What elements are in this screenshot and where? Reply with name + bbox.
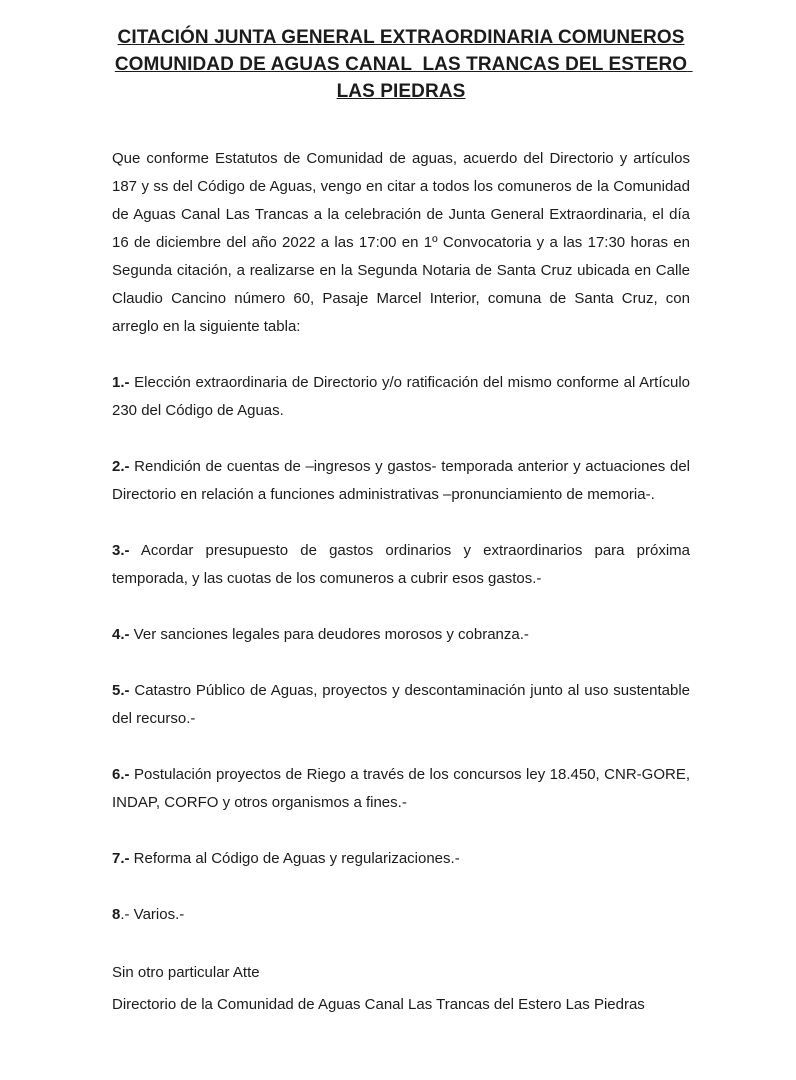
closing-signature: Directorio de la Comunidad de Aguas Canal Las Trancas del Estero Las Piedras [112,996,645,1013]
agenda-item-5-text: Catastro Público de Aguas, proyectos y descontaminación junto al uso sustentable del recurso.- [112,682,690,727]
agenda-item-1-number: 1.- [112,374,130,391]
agenda-item-6 [112,761,690,817]
agenda-item-5-number: 5.- [112,682,130,699]
agenda-item-8-text: .- Varios.- [120,906,185,923]
agenda-item-4-text: Ver sanciones legales para deudores morosos y cobranza.- [129,626,529,643]
agenda-item-1-text: Elección extraordinaria de Directorio y/o ratificación del mismo conforme al Artículo 230 del Código de Aguas. [112,374,690,419]
agenda-item-7 [112,845,690,873]
agenda-item-2 [112,453,690,509]
agenda-item-8 [112,901,690,929]
agenda-item-4 [112,621,690,649]
agenda-item-3 [112,537,690,593]
agenda-item-3-number: 3.- [112,542,130,559]
agenda-item-2-number: 2.- [112,458,130,475]
agenda-item-4-number: 4.- [112,626,130,643]
document-title-line-2: COMUNIDAD DE AGUAS CANAL LAS TRANCAS DEL ESTERO LAS PIEDRAS [114,54,693,102]
closing-block [112,957,690,1021]
agenda-item-6-text: Postulación proyectos de Riego a través de los concursos ley 18.450, CNR-GORE, INDAP, CORFO y otros organismos a fines.- [112,766,690,811]
closing-salutation: Sin otro particular Atte [112,964,260,981]
agenda-item-7-text: Reforma al Código de Aguas y regularizaciones.- [129,850,460,867]
intro-paragraph: Que conforme Estatutos de Comunidad de aguas, acuerdo del Directorio y artículos 187 y ss del Código de Aguas, vengo en citar a todos los comuneros de la Comunidad de Aguas Canal Las Trancas a la celebración de Junta General Extraordinaria, el día 16 de diciembre del año 2022 a las 17:00 en 1º Convocatoria y a las 17:30 horas en Segunda citación, a realizarse en la Segunda Notaria de Santa Cruz ubicada en Calle Claudio Cancino número 60, Pasaje Marcel Interior, comuna de Santa Cruz, con arreglo en la siguiente tabla: [112,150,690,335]
agenda-item-3-text: Acordar presupuesto de gastos ordinarios y extraordinarios para próxima temporada, y las cuotas de los comuneros a cubrir esos gastos.- [112,542,690,587]
agenda-item-5 [112,677,690,733]
agenda-item-6-number: 6.- [112,766,130,783]
agenda-item-1 [112,369,690,425]
agenda-item-7-number: 7.- [112,850,130,867]
agenda-item-2-text: Rendición de cuentas de –ingresos y gastos- temporada anterior y actuaciones del Directorio en relación a funciones administrativas –pronunciamiento de memoria-. [112,458,690,503]
document-title [112,24,693,105]
document-title-line-1: CITACIÓN JUNTA GENERAL EXTRAORDINARIA COMUNEROS [117,27,685,48]
agenda-item-8-number: 8 [112,906,121,923]
